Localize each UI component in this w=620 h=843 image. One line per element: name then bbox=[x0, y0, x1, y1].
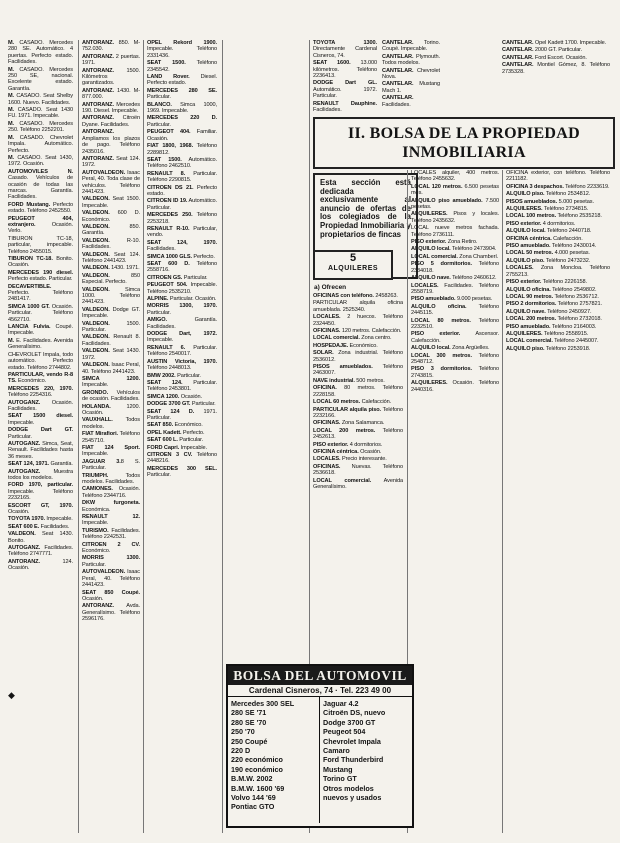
classified-entry: ALQUILO piso. Teléfono 2253918. bbox=[506, 345, 591, 352]
classified-entry: CANTELAR. Plymouth. Todos modelos. bbox=[382, 53, 440, 67]
classified-entry: JAGUAR 3.8 S. Particular. bbox=[82, 458, 140, 472]
classified-entry: CANTELAR. Chevrolet Nova. bbox=[382, 67, 440, 81]
classified-entry: SEAT 600 L. Particular. bbox=[147, 437, 204, 444]
classified-entry: SEAT 600 D. Teléfono 2558716. bbox=[147, 261, 217, 274]
classified-entry: ALQUILO nave. Teléfono 2450927. bbox=[506, 308, 592, 315]
classified-entry: CANTELAR. Montiel Gómez, 8. Teléfono 2735328. bbox=[502, 62, 610, 75]
classified-entry: MERCEDES 250. Teléfono 2253218. bbox=[147, 212, 217, 225]
classified-entry: CITROEN ID 19. Automático. Particular. bbox=[147, 198, 217, 211]
classified-entry: ALQUILO oficina. Teléfono 2445115. bbox=[411, 303, 499, 317]
classified-entry: PISO exterior. Teléfono 2226158. bbox=[506, 279, 587, 286]
classified-entry: PARTICULAR alquila piso. Teléfono 2232166. bbox=[313, 406, 403, 419]
classified-entry: ANTORANZ. Citroën Dyane. Facilidades. bbox=[82, 115, 140, 128]
classified-entry: LOCAL 80 metros. Teléfono 2232510. bbox=[411, 317, 499, 330]
classified-entry: RENAULT Dauphine. Facilidades. bbox=[313, 100, 377, 112]
classified-entry: OFICINA céntrica. Ocasión. bbox=[313, 448, 382, 455]
column-rule bbox=[78, 40, 79, 833]
classified-entry: AUTOGANZ. Facilidades. Teléfono 2747771. bbox=[8, 545, 73, 558]
classified-entry: ANTORANZ. 850. M-752.030. bbox=[82, 40, 140, 53]
ad-line: Camaro bbox=[323, 746, 350, 756]
section-label: ALQUILERES bbox=[327, 265, 379, 272]
classified-entry: AUTOMOVILES N. Casado. Vehículos de ocasión de todas las marcas. Garantía. Facilidades. bbox=[8, 168, 73, 201]
classified-entry: SIMCA 1000 GLS. Perfecto. bbox=[147, 253, 215, 260]
classified-entry: AUSTIN Victoria, 1970. Teléfono 2448013. bbox=[147, 358, 217, 372]
ad-line: Chevrolet Impala bbox=[323, 736, 381, 746]
classified-entry: LOCAL 90 metros. Teléfono 2536712. bbox=[506, 293, 599, 300]
classified-column-4-top bbox=[313, 40, 377, 112]
classified-entry: LOCAL nueve metros fachada. Teléfono 2736111. bbox=[411, 225, 499, 238]
ad-right-list bbox=[320, 697, 412, 823]
classified-entry: ANTORANZ. Mercedes 190. Diesel. Impecable. bbox=[82, 101, 140, 115]
classified-entry: RENAULT 8. Particular. Teléfono 2290815. bbox=[147, 170, 217, 184]
classified-entry: ALQUILERES. Teléfono 2734815. bbox=[506, 206, 589, 213]
classified-entry: VALDEON. 1500. Particular. bbox=[82, 320, 140, 334]
classified-entry: M. CASADO. Mercedes 250 SE, nacional. Excelente estado. Garantía. bbox=[8, 66, 73, 92]
classified-entry: LAND Rover. Diesel. Perfecto estado. bbox=[147, 74, 217, 87]
classified-entry: TOYOTA 1970. Impecable. bbox=[8, 516, 73, 523]
section-header-line1: II. BOLSA DE LA PROPIEDAD bbox=[348, 125, 580, 142]
classified-entry: FIAT Mirafiori. Teléfono 2545710. bbox=[82, 431, 140, 444]
classified-entry: M. CASADO. Chevrolet Impala. Automático. Perfecto. bbox=[8, 134, 73, 154]
classified-entry: SEAT 124. Particular. Teléfono 2453801. bbox=[147, 379, 217, 393]
classified-entry: PARTICULAR, vendo R-8 TS. Económico. bbox=[8, 371, 73, 385]
classified-entry: ALQUILO nave. Teléfono 2460612. bbox=[411, 275, 497, 282]
classified-entry: ALQUILO piso. Teléfono 2534812. bbox=[506, 191, 591, 198]
classified-entry: SIMCA 1200. Ocasión. bbox=[147, 393, 203, 400]
classified-entry: FIAT 124 Sport. Impecable. bbox=[82, 444, 140, 458]
classified-entry: LOCALES. 2 huecos. Teléfono 2324450. bbox=[313, 314, 403, 327]
classified-entry: CHEVROLET Impala, todo automático. Perfecto estado. Teléfono 2744802. bbox=[8, 351, 73, 371]
classified-column-4 bbox=[226, 40, 308, 658]
classified-entry: ALQUILERES. Teléfono 2558915. bbox=[506, 330, 589, 337]
classified-entry: PISO exterior. Zona Retiro. bbox=[411, 239, 478, 246]
classified-entry: ESCORT GT, 1970. Ocasión. bbox=[8, 502, 73, 516]
column-rule bbox=[502, 170, 503, 833]
classified-entry: PISO amueblado. 9.000 pesetas. bbox=[411, 296, 493, 303]
classified-entry: VALDEON. Dodge GT. Impecable. bbox=[82, 306, 140, 320]
classified-entry: VALDEON. 1430. 1971. bbox=[82, 265, 140, 272]
ad-line: Jaguar 4.2 bbox=[323, 699, 359, 708]
classified-entry: MORRIS 1300, 1970. Particular. bbox=[147, 303, 217, 316]
classified-entry: ALQUILO oficina. Teléfono 2549802. bbox=[506, 286, 597, 293]
classified-entry: AUTOVALDEON. Isaac Peral, 40. Teléfono 2441423. bbox=[82, 569, 140, 589]
ad-line: Volvo 144 '69 bbox=[231, 793, 276, 803]
classified-entry: CANTELAR. Opel Kadett 1700. Impecable. bbox=[502, 40, 607, 46]
ad-line: B.M.W. 1600 '69 bbox=[231, 783, 285, 793]
classified-entry: GRONDO. Vehículos de ocasión. Facilidades. bbox=[82, 389, 140, 403]
ad-line: 250 Coupé bbox=[231, 736, 268, 746]
ad-line: Peugeot 504 bbox=[323, 727, 366, 737]
classified-entry: M. CASADO. Seat Shelby 1600. Nuevo. Facilidades. bbox=[8, 93, 73, 106]
classified-entry: LANCIA Fulvia. Coupé. Impecable. bbox=[8, 324, 73, 337]
classified-entry: LOCAL 300 metros. Teléfono 2548712. bbox=[411, 352, 499, 365]
classified-entry: ANTORANZ. 2 puertas. 1971. bbox=[82, 53, 140, 67]
classified-entry: ALQUILO local. Zona Argüelles. bbox=[411, 345, 490, 352]
classified-entry: OPEL Kadett. Perfecto. bbox=[147, 429, 205, 436]
classified-entry: CITROEN 3 CV. Teléfono 2448216. bbox=[147, 451, 217, 465]
classified-entry: RENAULT 6. Particular. Teléfono 2540017. bbox=[147, 344, 217, 358]
classified-entry: PISO 3 dormitorios. Teléfono 2743815. bbox=[411, 366, 499, 379]
classified-entry: ANTORANZ. 1500. Kilómetros garantizados. bbox=[82, 67, 140, 87]
automobile-ad bbox=[226, 664, 414, 828]
classified-entry: PISOS amueblados. 5.000 pesetas. bbox=[506, 198, 594, 205]
classified-entry: ALQUILO local. Teléfono 2473904. bbox=[411, 246, 497, 253]
ad-line: nuevos y usados bbox=[323, 793, 382, 803]
classified-entry: OFICINAS. Nuevas. Teléfono 2536618. bbox=[313, 463, 403, 477]
classified-entry: PISO amueblado. Teléfono 2430014. bbox=[506, 243, 597, 250]
classified-entry: SIMCA 1200. Impecable. bbox=[82, 375, 140, 389]
classified-entry: PEUGEOT 504. Impecable. Teléfono 2535210. bbox=[147, 282, 217, 295]
classified-entry: DODGE Dart, 1972. Impecable. bbox=[147, 331, 217, 344]
classified-entry: VALDEON. 850 Especial. Perfecto. bbox=[82, 272, 140, 286]
classified-entry: BLANCO. Simca 1000, 1969. Impecable. bbox=[147, 101, 217, 115]
classified-entry: FORD Capri. Impecable. bbox=[147, 444, 207, 451]
classified-entry: LOCAL 120 metros. 6.500 pesetas mes. bbox=[411, 183, 499, 197]
classified-entry: DODGE Dart GL. Automático. 1972. Particular. bbox=[313, 80, 377, 100]
classified-column-6 bbox=[411, 170, 499, 835]
classified-entry: M. CASADO. Seat 1430 FU. 1971. Impecable. bbox=[8, 107, 73, 120]
classified-entry: M. E. Facilidades. Avenida Generalísimo. bbox=[8, 337, 73, 351]
ad-line: Dodge 3700 GT bbox=[323, 717, 376, 727]
classified-entry: MERCEDES 220 D. Particular. bbox=[147, 115, 217, 128]
classified-entry: VAUXHALL. Todos modelos. bbox=[82, 417, 140, 430]
classified-entry: LOCALES. Facilidades. Teléfono 2558719. bbox=[411, 282, 499, 295]
section-notice: Esta sección está dedicada exclusivamente al anuncio de ofertas de los colegiados de la Propiedad Inmobiliaria y propietarios de fincas bbox=[313, 173, 418, 279]
classified-entry: LOCAL comercial. Zona Chamberí. bbox=[411, 253, 499, 260]
classified-entry: TIBURON TC-18. Bonito. Ocasión. bbox=[8, 256, 73, 269]
classified-entry: SEAT 1500. Teléfono 2345542. bbox=[147, 60, 217, 73]
ad-title: BOLSA DEL AUTOMOVIL bbox=[228, 666, 412, 685]
classified-entry: DODGE 3700 GT. Particular. bbox=[147, 401, 216, 408]
classified-entry: AUTOGANZ. Muestra todos los modelos. bbox=[8, 468, 73, 481]
classified-entry: LOCALES. Zona Moncloa. Teléfono 2755213. bbox=[506, 265, 610, 278]
classified-entry: SEAT 124, 1971. Garantía. bbox=[8, 461, 73, 468]
classified-entry: M. CASADO. Seat 1430, 1972. Ocasión. bbox=[8, 154, 73, 168]
classified-entry: VALDEON. 600 D. Económico. bbox=[82, 210, 140, 223]
classified-entry: VALDEON. Simca 1000. Teléfono 2441423. bbox=[82, 286, 140, 306]
classified-entry: ALQUILERES. Ocasión. Teléfono 2440316. bbox=[411, 380, 499, 393]
classified-entry: ANTORANZ. Ampliamos los plazos de pago. Teléfono 2435016. bbox=[82, 129, 140, 155]
sub-heading: a) Ofrecen bbox=[314, 284, 347, 291]
classified-column-7 bbox=[506, 170, 610, 835]
classified-entry: OFICINAS. Zona Salamanca. bbox=[313, 420, 385, 427]
ad-line: 190 económico bbox=[231, 764, 283, 774]
classified-entry: MERCEDES 220, 1970. Teléfono 2254316. bbox=[8, 385, 73, 399]
classified-entry: ALPINE. Particular. Ocasión. bbox=[147, 296, 217, 303]
classified-entry: RENAULT 12. Impecable. bbox=[82, 514, 140, 527]
classified-entry: CITROEN 2 CV. Económico. bbox=[82, 541, 140, 555]
classified-entry: ALQUILO piso. Teléfono 2473232. bbox=[506, 257, 591, 264]
classified-entry: PEUGEOT 404, extranjero. Ocasión. Verlo. bbox=[8, 215, 73, 235]
classified-entry: MERCEDES 280 SE. Particular. bbox=[147, 87, 217, 101]
classified-entry: PEUGEOT 404. Familiar. Ocasión. bbox=[147, 129, 217, 142]
classified-entry: LOCAL 60 metros. Calefacción. bbox=[313, 399, 392, 406]
classified-entry: ANTORANZ. Avda. Generalísimo. Teléfono 2596176. bbox=[82, 603, 140, 623]
classified-entry: ALQUILERES. Pisos y locales. Teléfono 2435632. bbox=[411, 211, 499, 224]
classified-entry: AUTOVALDEON. Isaac Peral, 40. Toda clase de vehículos. Teléfono 2441423. bbox=[82, 169, 140, 195]
classified-entry: SEAT 850 Coupé. Ocasión. bbox=[82, 589, 140, 602]
column-rule bbox=[143, 40, 144, 833]
classified-column-3 bbox=[147, 40, 217, 835]
classified-entry: OFICINA céntrica. Calefacción. bbox=[506, 235, 583, 242]
classified-entry: MERCEDES 300 SEL. Particular. bbox=[147, 465, 217, 479]
classified-entry: CANTELAR. Mustang Mach 1. bbox=[382, 81, 440, 94]
classified-entry: LOCALES alquiler, 400 metros. Teléfono 2455632. bbox=[411, 170, 499, 183]
classified-entry: SIMCA 1000 GT. Ocasión. Particular. Teléfono 4562710. bbox=[8, 303, 73, 323]
classified-entry: PISO 2 dormitorios. Teléfono 2757821. bbox=[506, 301, 603, 308]
ad-line: Mustang bbox=[323, 764, 353, 774]
classified-entry: VALDEON. Seat 1500. Impecable. bbox=[82, 196, 140, 209]
classified-entry: LOCAL 200 metros. Teléfono 2732018. bbox=[506, 316, 602, 323]
classified-entry: TIBURON TC-18, particular, impecable. Teléfono 2455015. bbox=[8, 235, 73, 255]
ad-line: 280 SE '70 bbox=[231, 717, 267, 727]
ad-line: Mercedes 300 SEL bbox=[231, 699, 295, 708]
classified-entry: CANTELAR. Torino. Coupé. Impecable. bbox=[382, 40, 440, 53]
classified-entry: SEAT 124, 1970. Facilidades. bbox=[147, 239, 217, 253]
classified-entry: MERCEDES 190 diesel. Perfecto estado. Particular. bbox=[8, 269, 73, 283]
classified-entry: AUTOGANZ. Simca, Seat, Renault. Facilidades hasta 36 meses. bbox=[8, 440, 73, 460]
classified-entry: VALDEON. Seat 1430. Bonito. bbox=[8, 531, 73, 544]
classified-entry: PARTICULAR alquila oficina amueblada. 2525340. bbox=[313, 300, 403, 313]
classified-entry: FORD Mustang. Perfecto estado. Teléfono 2452550. bbox=[8, 201, 73, 215]
classified-entry: TURISMO. Facilidades. Teléfono 2242531. bbox=[82, 527, 140, 541]
classified-entry: M. CASADO. Mercedes 250. Teléfono 2252201. bbox=[8, 120, 73, 134]
ad-line: Pontiac GTO bbox=[231, 802, 275, 812]
ad-line: 220 económico bbox=[231, 755, 283, 765]
ad-line: Ford Thunderbird bbox=[323, 755, 384, 765]
classified-entry: PISO exterior. Ascensor. Calefacción. bbox=[411, 331, 499, 344]
classified-entry: CAMIONES. Ocasión. Teléfono 2344716. bbox=[82, 486, 140, 499]
classified-entry: VALDEON. R-10. Facilidades. bbox=[82, 237, 140, 251]
classified-entry: PISO 5 dormitorios. Teléfono 2334018. bbox=[411, 261, 499, 274]
classified-entry: PISO exterior. 4 dormitorios. bbox=[313, 441, 383, 448]
classified-entry: OPEL Rekord 1900. Impecable. Teléfono 2331436. bbox=[147, 40, 217, 59]
classified-entry: HOSPEDAJE. Económico. bbox=[313, 342, 378, 349]
classified-entry: LOCALES. Precio interesante. bbox=[313, 456, 387, 463]
ad-subtitle: Cardenal Cisneros, 74 · Tel. 223 49 00 bbox=[228, 685, 412, 697]
classified-entry: CANTELAR. Facilidades. bbox=[382, 95, 414, 108]
classified-entry: ANTORANZ. 1430. M-877.000. bbox=[82, 87, 140, 101]
classified-entry: PISO amueblado. Teléfono 2164003. bbox=[506, 323, 597, 330]
ad-line: 250 '70 bbox=[231, 727, 255, 737]
classified-entry: CANTELAR. Ford Escort. Ocasión. bbox=[502, 54, 587, 61]
section-header bbox=[313, 117, 615, 169]
section-tag bbox=[313, 250, 393, 280]
classified-entry: OFICINAS con teléfono. 2458263. bbox=[313, 293, 398, 299]
classified-entry: ALQUILO local. Teléfono 2440718. bbox=[506, 228, 592, 235]
classified-entry: RENAULT R-10. Particular, vendo. bbox=[147, 225, 217, 239]
classified-entry: LOCAL comercial. Avenida Generalísimo. bbox=[313, 477, 403, 490]
classified-entry: LOCAL 200 metros. Teléfono 2452613. bbox=[313, 427, 403, 441]
classified-entry: BMW 2002. Particular. bbox=[147, 372, 201, 379]
classified-entry: NAVE industrial. 500 metros. bbox=[313, 377, 385, 384]
column-rule bbox=[222, 40, 223, 833]
classified-entry: SEAT 600 E. Facilidades. bbox=[8, 523, 70, 530]
classified-entry: DKW furgoneta. Económica. bbox=[82, 500, 140, 513]
classified-entry: AMIGO. Garantía. Facilidades. bbox=[147, 317, 217, 330]
classified-entry: CITROEN GS. Particular. bbox=[147, 274, 208, 281]
classified-entry: LOCAL comercial. Zona centro. bbox=[313, 335, 392, 342]
classified-entry: LOCAL comercial. Teléfono 2445007. bbox=[506, 338, 599, 345]
ad-left-list bbox=[228, 697, 320, 823]
classified-entry: FORD 1970, particular. Impecable. Teléfono 2232165. bbox=[8, 482, 73, 502]
classified-entry: SEAT 850. Económico. bbox=[147, 422, 203, 429]
classified-entry: PISOS amueblados. Teléfono 2463007. bbox=[313, 364, 403, 377]
classified-entry: SOLAR. Zona industrial. Teléfono 2536012. bbox=[313, 350, 403, 363]
classified-entry: SEAT 124 D. 1971. Particular. bbox=[147, 408, 217, 421]
classified-entry: AUTOGANZ. Ocasión. Facilidades. bbox=[8, 399, 73, 412]
classified-entry: TOYOTA 1300. Directamente Cardenal Cisneros, 74. bbox=[313, 40, 377, 59]
classified-column-6-top bbox=[502, 40, 610, 112]
classified-entry: DECAVERTIBLE. Perfecto. Teléfono 2481417. bbox=[8, 283, 73, 303]
classified-column-2 bbox=[82, 40, 140, 835]
section-header-line2: INMOBILIARIA bbox=[402, 144, 526, 161]
classified-entry: OFICINA exterior, con teléfono. Teléfono 2211182. bbox=[506, 170, 610, 183]
classified-entry: SEAT 1500 diesel. Impecable. bbox=[8, 413, 73, 426]
classified-entry: SEAT 1500. Automático. Teléfono 2462510. bbox=[147, 156, 217, 170]
classified-column-5-top bbox=[382, 40, 440, 112]
classified-entry: TRIUMPH. Todos modelos. Facilidades. bbox=[82, 472, 140, 485]
ad-line: Citroën DS, nuevo bbox=[323, 708, 386, 718]
ad-line: B.M.W. 2002 bbox=[231, 774, 273, 784]
classified-entry: VALDEON. Isaac Peral, 40. Teléfono 2441423. bbox=[82, 362, 140, 375]
classified-entry: M. CASADO. Mercedes 280 SE. Automático. 4 puertas. Perfecto estado. Facilidades. bbox=[8, 40, 73, 66]
classified-entry: OFICINAS. 120 metros. Calefacción. bbox=[313, 328, 402, 335]
classified-entry: LOCAL 50 metros. 4.000 pesetas. bbox=[506, 250, 590, 257]
classified-entry: ALQUILO piso amueblado. 7.500 pesetas. bbox=[411, 197, 499, 211]
classified-entry: CANTELAR. 2000 GT. Particular. bbox=[502, 47, 583, 54]
classified-entry: FIAT 1800, 1968. Teléfono 2289812. bbox=[147, 143, 217, 156]
classified-entry: CITROEN DS 21. Perfecto estado. bbox=[147, 184, 217, 197]
classified-entry: OFICINA 3 despachos. Teléfono 2233619. bbox=[506, 183, 610, 190]
ad-line: Torino GT bbox=[323, 774, 357, 784]
classified-column-1 bbox=[8, 40, 73, 835]
classified-entry: DODGE Dart GT. Particular. bbox=[8, 427, 73, 440]
classified-entry: LOCAL 100 metros. Teléfono 2535218. bbox=[506, 213, 602, 220]
ad-line: 280 SE '71 bbox=[231, 708, 267, 718]
classified-entry: OFICINA. 80 metros. Teléfono 2228158. bbox=[313, 385, 403, 398]
classified-entry: VALDEON. Seat 1430. 1972. bbox=[82, 348, 140, 361]
bullet-mark: ◆ bbox=[8, 690, 15, 700]
ad-line: 220 D bbox=[231, 746, 251, 756]
section-number: 5 bbox=[349, 252, 357, 264]
classified-entry: HOLANDA. 1200. Ocasión. bbox=[82, 403, 140, 416]
classified-entry: PISO exterior. 4 dormitorios. bbox=[506, 220, 576, 227]
ad-line: Otros modelos bbox=[323, 783, 374, 793]
classified-entry: MORRIS 1300. Particular. bbox=[82, 555, 140, 568]
classified-entry: SEAT 1600. 13.000 kilómetros. Teléfono 2236413. bbox=[313, 60, 377, 80]
classified-entry: VALDEON. Renault 8. Facilidades. bbox=[82, 334, 140, 347]
classified-entry: ANTORANZ. 124. Ocasión. bbox=[8, 558, 73, 572]
classified-entry: VALDEON. Seat 124. Teléfono 2441423. bbox=[82, 251, 140, 264]
classified-entry: VALDEON. 850. Garantía. bbox=[82, 223, 140, 237]
classified-entry: ANTORANZ. Seat 124. 1972. bbox=[82, 155, 140, 169]
